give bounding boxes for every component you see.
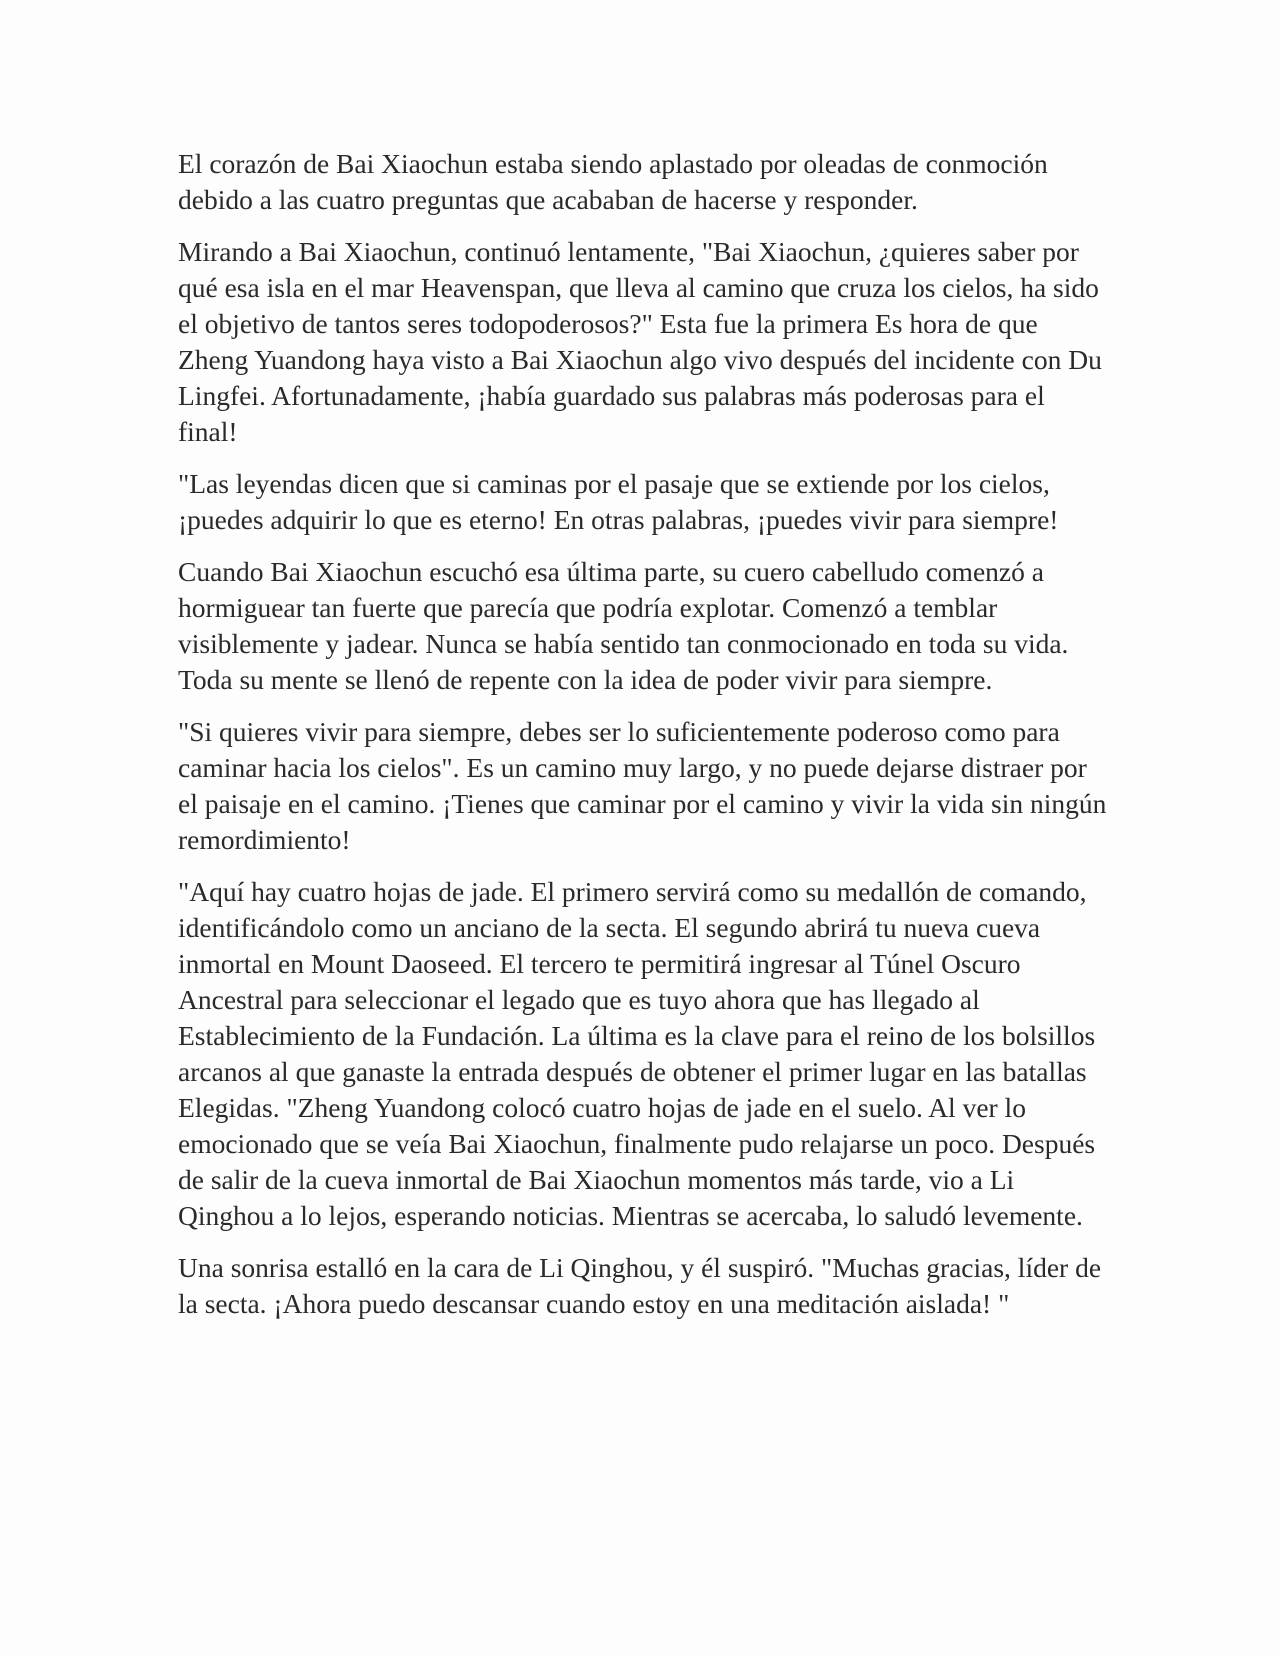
document-page xyxy=(178,146,1108,1338)
paragraph-7: Una sonrisa estalló en la cara de Li Qinghou, y él suspiró. "Muchas gracias, líder de la secta. ¡Ahora puedo descansar cuando estoy en una meditación aislada! " xyxy=(178,1252,1102,1319)
paragraph-1: El corazón de Bai Xiaochun estaba siendo aplastado por oleadas de conmoción debido a las cuatro preguntas que acababan de hacerse y responder. xyxy=(178,148,1048,215)
paragraph-6: "Aquí hay cuatro hojas de jade. El primero servirá como su medallón de comando, identificándolo como un anciano de la secta. El segundo abrirá tu nueva cueva inmortal en Mount Daoseed. El tercero te permitirá ingresar al Túnel Oscuro Ancestral para seleccionar el legado que es tuyo ahora que has llegado al Establecimiento de la Fundación. La última es la clave para el reino de los bolsillos arcanos al que ganaste la entrada después de obtener el primer lugar en las batallas Elegidas. "Zheng Yuandong colocó cuatro hojas de jade en el suelo. Al ver lo emocionado que se veía Bai Xiaochun, finalmente pudo relajarse un poco. Después de salir de la cueva inmortal de Bai Xiaochun momentos más tarde, vio a Li Qinghou a lo lejos, esperando noticias. Mientras se acercaba, lo saludó levemente. xyxy=(178,876,1096,1231)
paragraph-3: "Las leyendas dicen que si caminas por el pasaje que se extiende por los cielos, ¡puedes adquirir lo que es eterno! En otras palabras, ¡puedes vivir para siempre! xyxy=(178,468,1059,535)
paragraph-5: "Si quieres vivir para siempre, debes ser lo suficientemente poderoso como para caminar hacia los cielos". Es un camino muy largo, y no puede dejarse distraer por el paisaje en el camino. ¡Tienes que caminar por el camino y vivir la vida sin ningún remordimiento! xyxy=(178,716,1107,855)
paragraph-2: Mirando a Bai Xiaochun, continuó lentamente, "Bai Xiaochun, ¿quieres saber por qué esa isla en el mar Heavenspan, que lleva al camino que cruza los cielos, ha sido el objetivo de tantos seres todopoderosos?" Esta fue la primera Es hora de que Zheng Yuandong haya visto a Bai Xiaochun algo vivo después del incidente con Du Lingfei. Afortunadamente, ¡había guardado sus palabras más poderosas para el final! xyxy=(178,236,1102,447)
paragraph-4: Cuando Bai Xiaochun escuchó esa última parte, su cuero cabelludo comenzó a hormiguear tan fuerte que parecía que podría explotar. Comenzó a temblar visiblemente y jadear. Nunca se había sentido tan conmocionado en toda su vida. Toda su mente se llenó de repente con la idea de poder vivir para siempre. xyxy=(178,556,1069,695)
